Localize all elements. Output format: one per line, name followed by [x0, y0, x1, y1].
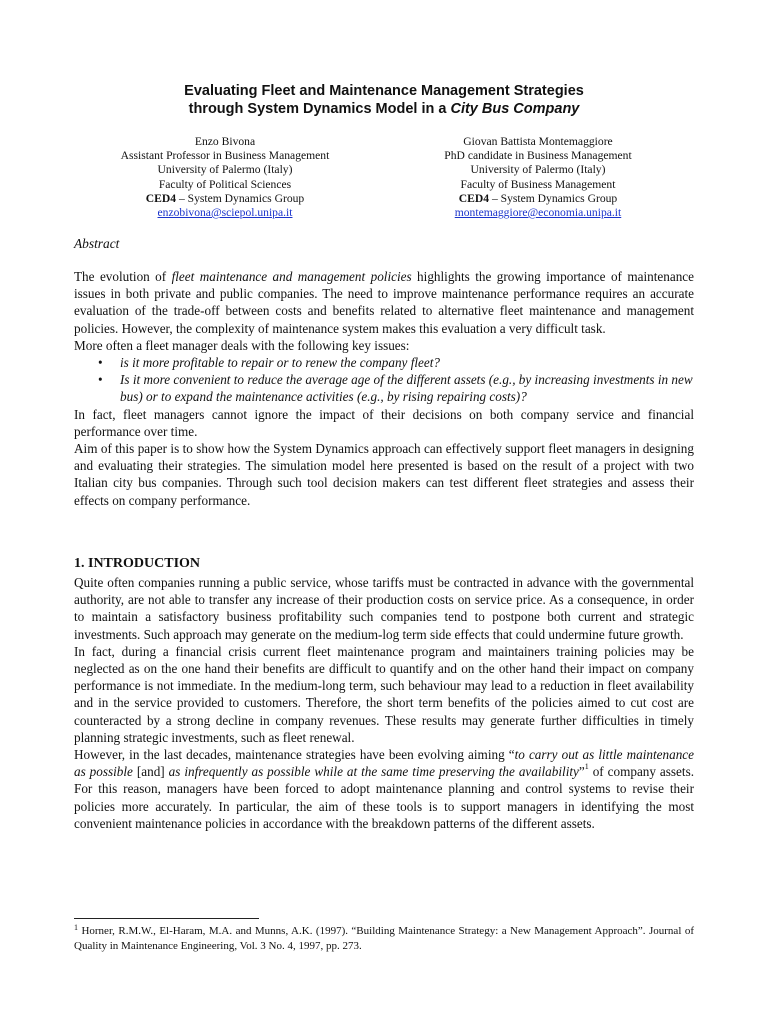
intro-p3-text: However, in the last decades, maintenance strategies have been evolving aiming “: [74, 747, 515, 763]
author-email-link[interactable]: montemaggiore@economia.unipa.it: [454, 206, 622, 220]
author-university: University of Palermo (Italy): [470, 163, 606, 177]
bullet-icon: •: [98, 355, 103, 371]
author-university: University of Palermo (Italy): [157, 163, 293, 177]
abstract-paragraph-1: [74, 268, 694, 337]
list-item: [74, 371, 694, 405]
abstract-paragraph-3: In fact, fleet managers cannot ignore the impact of their decisions on both company service and financial performance over time.: [74, 406, 694, 439]
intro-p3-quote: ”: [578, 764, 585, 780]
abstract-paragraph-4: Aim of this paper is to show how the System Dynamics approach can effectively support fleet managers in designing and evaluating their strategies. The simulation model here presented is based on the result of a project with two Italian city bus companies. Through such tool decision makers can test different fleet strategies and assess their effects on company performance.: [74, 441, 694, 508]
abstract-p1-text: The evolution of: [74, 269, 172, 284]
author-block-bivona: [75, 135, 375, 220]
title-line-2-italic: City Bus Company: [450, 101, 580, 117]
author-group-bold: CED4: [458, 191, 490, 205]
introduction-body: [74, 574, 694, 832]
abstract-p1-text-2: highlights the growing importance of maintenance issues in both private and public companies. The need to improve maintenance performance requires an accurate evaluation of the trade-off between costs and benefits related to alternative fleet maintenance and management policies. However, the complexity of maintenance system makes this evaluation a very difficult task.: [74, 269, 694, 336]
author-group: [388, 192, 688, 206]
intro-paragraph-3: [74, 746, 694, 832]
bullet-icon: •: [98, 372, 103, 388]
paper-title: [0, 82, 768, 118]
author-position: PhD candidate in Business Management: [444, 149, 632, 163]
abstract-paragraph-2: More often a fleet manager deals with the following key issues:: [74, 337, 410, 353]
footnote-number: 1: [74, 923, 78, 932]
intro-paragraph-1: Quite often companies running a public service, whose tariffs must be contracted in advance with the governmental authority, are not able to transfer any increase of their production costs on service price. As a consequence, in order to maintain a satisfactory business profitability such companies tend to postpone both current and strategic investments. Such approach may generate on the medium-log term side effects that could undermine future growth.: [74, 575, 694, 642]
author-email-link[interactable]: enzobivona@sciepol.unipa.it: [157, 206, 293, 220]
list-item: [74, 354, 694, 371]
author-group-rest: – System Dynamics Group: [489, 191, 618, 205]
list-item-text: is it more profitable to repair or to renew the company fleet?: [120, 355, 440, 371]
list-item-text: Is it more convenient to reduce the average age of the different assets (e.g., by increasing investments in new bus) or to expand the maintenance activities (e.g., by rising repairing costs)?: [120, 372, 693, 405]
intro-paragraph-2: In fact, during a financial crisis current fleet maintenance program and maintainers training policies may be neglected as on the one hand their benefits are difficult to quantify and on the other hand their impact on company performance is not immediate. In the medium-long term, such behaviour may lead to a reduction in fleet availability and in the service provided to customers. Therefore, the short term benefits of the policies aimed to cut cost are counteracted by a strong decline in company revenues. These results may generate further difficulties in timely planning strategic investments, such as fleet renewal.: [74, 643, 694, 745]
intro-p3-italic-1: to carry out as little maintenance as possible: [74, 747, 694, 780]
abstract-body: [74, 268, 694, 509]
author-name: Enzo Bivona: [194, 135, 256, 148]
author-faculty: Faculty of Business Management: [460, 177, 616, 191]
section-heading-introduction: 1. INTRODUCTION: [74, 556, 201, 571]
author-faculty: Faculty of Political Sciences: [158, 177, 292, 191]
title-line-1: Evaluating Fleet and Maintenance Management Strategies: [184, 83, 584, 99]
footnote-divider: [74, 918, 259, 919]
intro-p3-text-3: of company assets. For this reason, managers have been forced to adopt maintenance planning and control systems to revise their policies more accurately. In particular, the aim of these tools is to support managers in identifying the most convenient maintenance policies in accordance with the breakdown patterns of the different assets.: [74, 764, 695, 831]
abstract-heading: Abstract: [74, 236, 120, 251]
author-group-rest: – System Dynamics Group: [176, 191, 305, 205]
title-line-2: [0, 100, 768, 118]
author-group: [75, 192, 375, 206]
footnote: [74, 924, 694, 954]
footnote-reference[interactable]: 1: [584, 762, 589, 772]
author-group-bold: CED4: [145, 191, 177, 205]
author-position: Assistant Professor in Business Management: [120, 149, 330, 163]
abstract-p1-italic: fleet maintenance and management policies: [171, 269, 412, 284]
title-line-2-text: through System Dynamics Model in a: [188, 101, 451, 117]
author-name: Giovan Battista Montemaggiore: [463, 135, 613, 148]
author-block-montemaggiore: [388, 135, 688, 220]
footnote-text: Horner, R.M.W., El-Haram, M.A. and Munns, A.K. (1997). “Building Maintenance Strategy: a New Management Approach”. Journal of Quality in Maintenance Engineering, Vol. 3 No. 4, 1997, pp. 273.: [74, 925, 694, 952]
key-issues-list: [74, 354, 694, 406]
intro-p3-text-2: [and]: [132, 764, 169, 780]
intro-p3-italic-2: as infrequently as possible while at the same time preserving the availability: [168, 764, 579, 780]
